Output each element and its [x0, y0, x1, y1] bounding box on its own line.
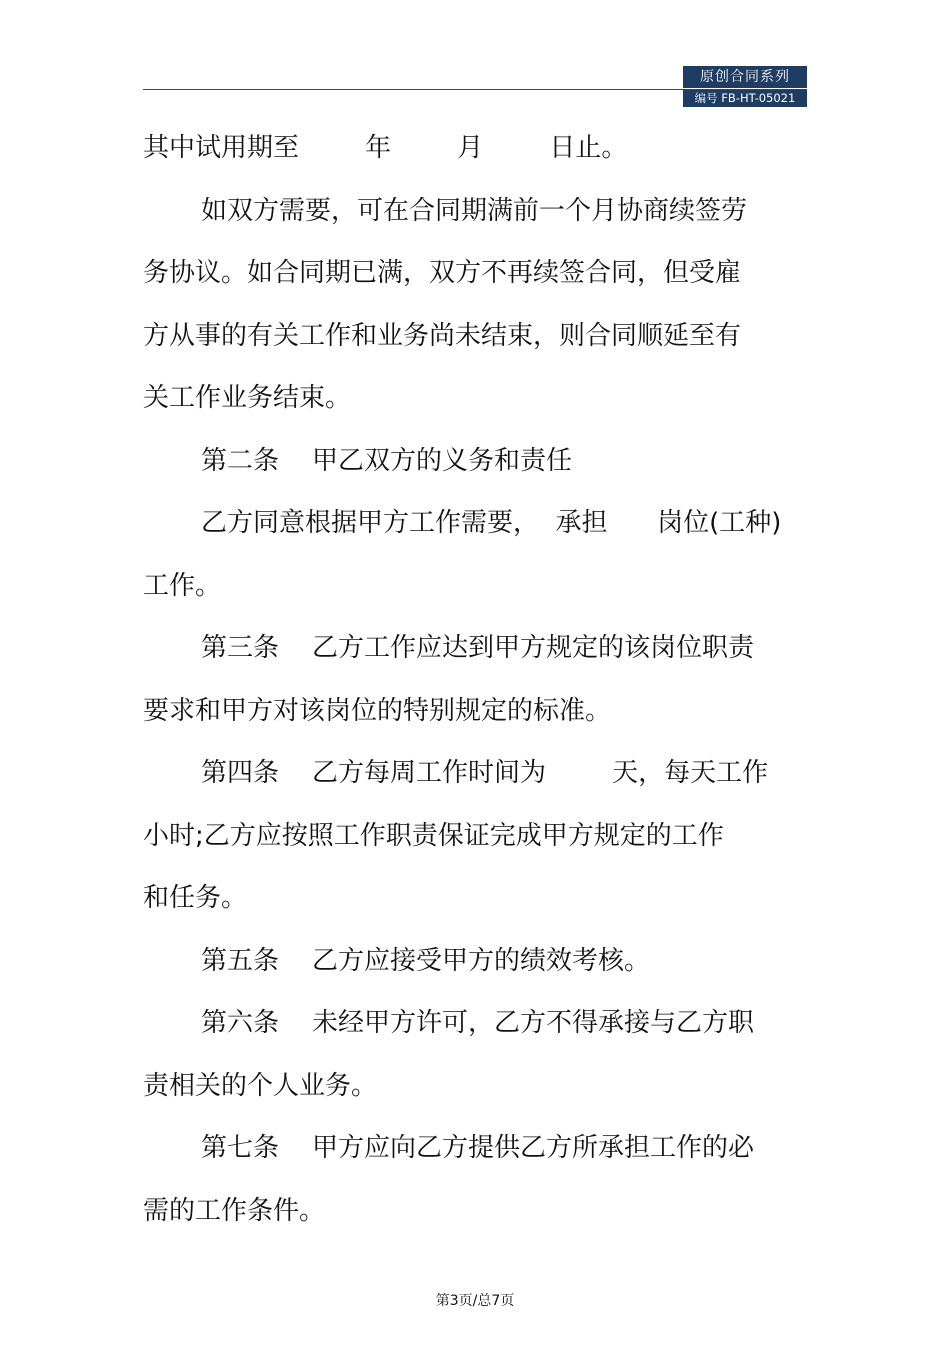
body-line: 要求和甲方对该岗位的特别规定的标准。	[143, 696, 612, 726]
body-line: 工作。	[143, 571, 222, 601]
body-line: 和任务。	[143, 883, 248, 913]
body-line: 其中试用期至 年 月 日止。	[143, 133, 628, 163]
series-badge: 原创合同系列	[683, 66, 807, 88]
body-line: 如双方需要，可在合同期满前一个月协商续签劳	[201, 196, 748, 226]
body-line: 第五条 乙方应接受甲方的绩效考核。	[201, 946, 651, 976]
body-line: 小时;乙方应按照工作职责保证完成甲方规定的工作	[143, 821, 724, 851]
body-line: 乙方同意根据甲方工作需要， 承担 岗位(工种)	[201, 508, 782, 538]
body-line: 需的工作条件。	[143, 1196, 326, 1226]
body-line: 责相关的个人业务。	[143, 1071, 378, 1101]
article-heading: 第二条 甲乙双方的义务和责任	[201, 446, 573, 476]
body-line: 务协议。如合同期已满，双方不再续签合同，但受雇	[143, 258, 742, 288]
document-code-badge: 编号 FB-HT-05021	[683, 90, 807, 107]
body-line: 方从事的有关工作和业务尚未结束，则合同顺延至有	[143, 321, 742, 351]
body-line: 关工作业务结束。	[143, 383, 352, 413]
body-line: 第四条 乙方每周工作时间为 天，每天工作	[201, 758, 769, 788]
body-line: 第六条 未经甲方许可，乙方不得承接与乙方职	[201, 1008, 755, 1038]
page-number: 第3页/总7页	[435, 1293, 515, 1309]
body-line: 第七条 甲方应向乙方提供乙方所承担工作的必	[201, 1133, 755, 1163]
body-line: 第三条 乙方工作应达到甲方规定的该岗位职责	[201, 633, 755, 663]
